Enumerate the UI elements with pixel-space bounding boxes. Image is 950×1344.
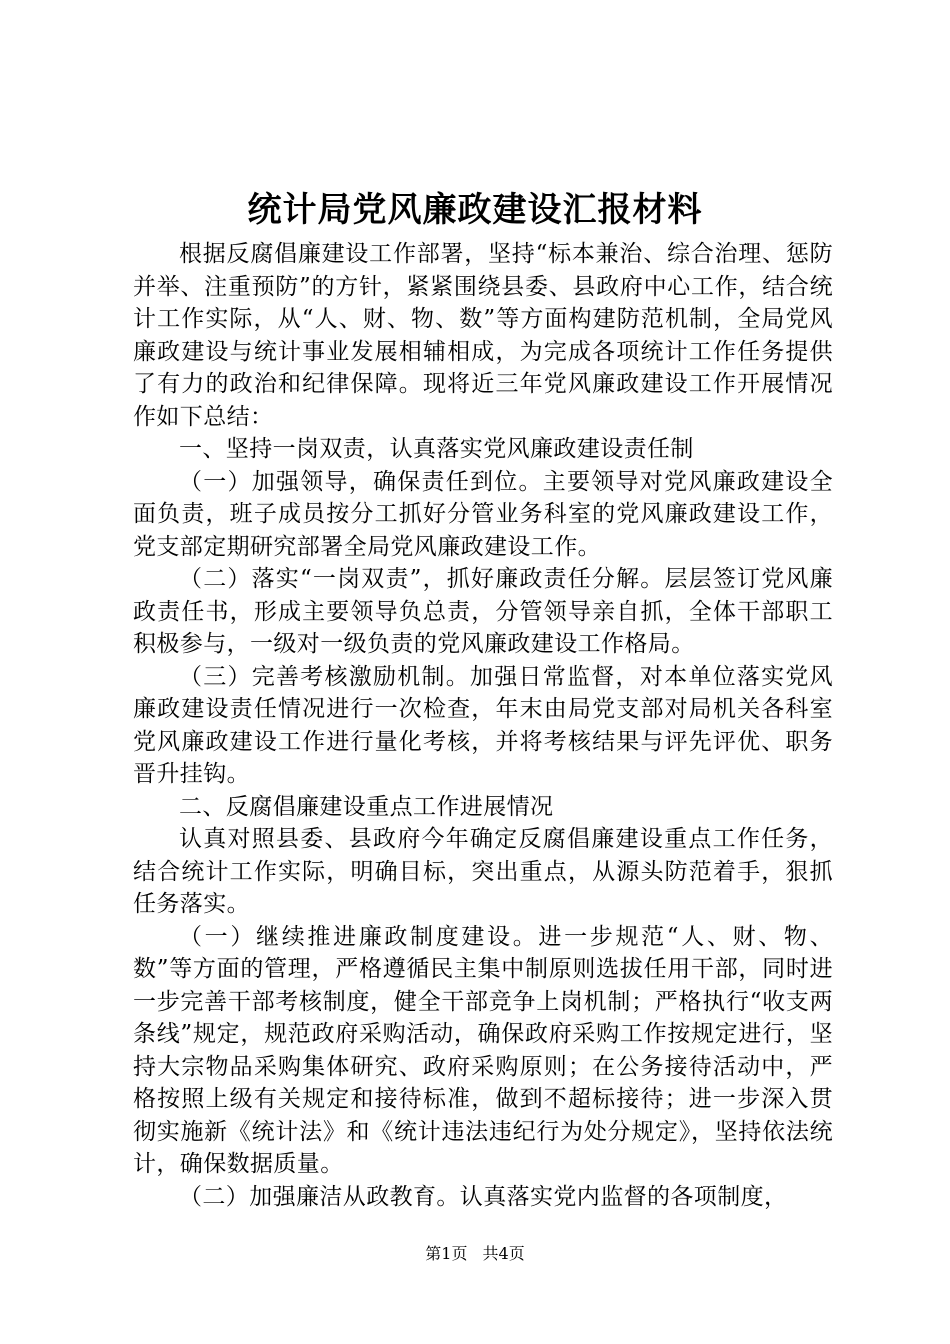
section-heading-2: 二、反腐倡廉建设重点工作进展情况 [179, 793, 554, 820]
page-number: 第1页 [425, 1244, 468, 1263]
paragraph-2-1: （一）继续推进廉政制度建设。进一步规范“人、财、物、数”等方面的管理，严格遵循民主集中制原则选拔任用干部，同时进一步完善干部考核制度，健全干部竞争上岗机制；严格执行“收支两条线”规定，规范政府采购活动，确保政府采购工作按规定进行，坚持大宗物品采购集体研究、政府采购原则；在公务接待活动中，严格按照上级有关规定和接待标准，做到不超标接待；进一步深入贯彻实施新《统计法》和《统计违法违纪行为处分规定》，坚持依法统计，确保数据质量。 [133, 923, 833, 1177]
page-footer [0, 1243, 950, 1265]
paragraph-1-2: （二）落实“一岗双责”，抓好廉政责任分解。层层签订党风廉政责任书，形成主要领导负总责，分管领导亲自抓，全体干部职工积极参与，一级对一级负责的党风廉政建设工作格局。 [133, 566, 833, 657]
paragraph-1-1: （一）加强领导，确保责任到位。主要领导对党风廉政建设全面负责，班子成员按分工抓好分管业务科室的党风廉政建设工作，党支部定期研究部署全局党风廉政建设工作。 [133, 468, 833, 560]
paragraph-1-3: （三）完善考核激励机制。加强日常监督，对本单位落实党风廉政建设责任情况进行一次检查，年末由局党支部对局机关各科室党风廉政建设工作进行量化考核，并将考核结果与评先评优、职务晋升挂钩。 [133, 663, 833, 787]
document-body [133, 238, 833, 1213]
paragraph-2-intro: 认真对照县委、县政府今年确定反腐倡廉建设重点工作任务，结合统计工作实际，明确目标，突出重点，从源头防范着手，狠抓任务落实。 [133, 826, 833, 917]
paragraph-2-2: （二）加强廉洁从政教育。认真落实党内监督的各项制度， [179, 1183, 788, 1210]
document-title: 统计局党风廉政建设汇报材料 [247, 190, 703, 230]
page-total: 共4页 [482, 1244, 525, 1263]
paragraph-intro: 根据反腐倡廉建设工作部署，坚持“标本兼治、综合治理、惩防并举、注重预防”的方针，紧紧围绕县委、县政府中心工作，结合统计工作实际，从“人、财、物、数”等方面构建防范机制，全局党风廉政建设与统计事业发展相辅相成，为完成各项统计工作任务提供了有力的政治和纪律保障。现将近三年党风廉政建设工作开展情况作如下总结： [133, 241, 833, 430]
section-heading-1: 一、坚持一岗双责，认真落实党风廉政建设责任制 [179, 436, 694, 462]
